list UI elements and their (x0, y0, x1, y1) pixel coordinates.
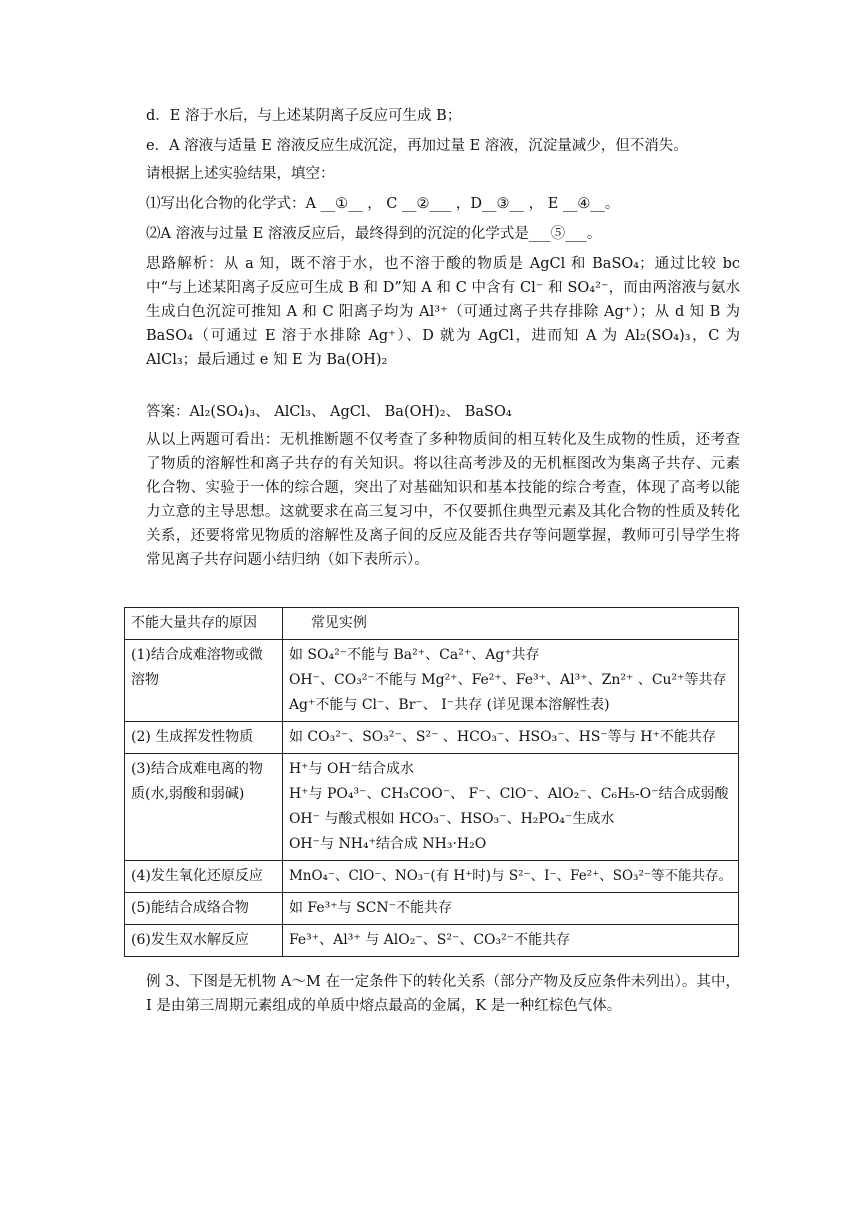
example-line: H⁺与 PO₄³⁻、CH₃COO⁻、 F⁻、ClO⁻、AlO₂⁻、C₆H₅-O⁻结合成弱酸 (288, 786, 729, 802)
table-row (125, 893, 739, 925)
header-examples: 常见实例 (282, 608, 738, 640)
table-row (125, 754, 739, 861)
examples-cell (282, 640, 738, 722)
summary-paragraph (124, 428, 740, 572)
reason-cell: (6)发生双水解反应 (125, 925, 283, 957)
fill-prompt: 请根据上述实验结果，填空： (146, 166, 335, 182)
example-3-paragraph (124, 970, 740, 1018)
analysis-paragraph (124, 252, 740, 372)
examples-cell (282, 925, 738, 957)
table-row (125, 925, 739, 957)
examples-cell (282, 893, 738, 925)
reason-cell: (1)结合成难溶物或微溶物 (125, 640, 283, 722)
question-1: ⑴写出化合物的化学式：A __①__ ， C __②___ ，D__③__ ， E __④__。 (146, 196, 620, 212)
example-line: OH⁻ 与酸式根如 HCO₃⁻、HSO₃⁻、H₂PO₄⁻生成水 (288, 811, 615, 827)
question-2: ⑵A 溶液与过量 E 溶液反应后，最终得到的沉淀的化学式是___⑤___。 (146, 226, 602, 242)
condition-e: e．A 溶液与适量 E 溶液反应生成沉淀，再加过量 E 溶液，沉淀量减少，但不消失。 (146, 138, 688, 154)
example-line: 如 Fe³⁺与 SCN⁻不能共存 (288, 900, 453, 916)
example-line: Fe³⁺、Al³⁺ 与 AlO₂⁻、S²⁻、CO₃²⁻不能共存 (288, 932, 571, 948)
analysis-text: 思路解析：从 a 知，既不溶于水，也不溶于酸的物质是 AgCl 和 BaSO₄；通过比较 bc 中“与上述某阳离子反应可生成 B 和 D”知 A 和 C 中含有 Cl⁻ 和 SO₄²⁻，而由两溶液与氨水生成白色沉淀可推知 A 和 C 阳离子均为 Al³⁺（可通过离子共存排除 Ag⁺）；从 d 知 B 为 BaSO₄（可通过 E 溶于水排除 Ag⁺）、D 就为 AgCl，进而知 A 为 Al₂(SO₄)₃，C 为 AlCl₃；最后通过 e 知 E 为 Ba(OH)₂ (146, 256, 740, 368)
table-row (125, 722, 739, 754)
example-line: 如 SO₄²⁻不能与 Ba²⁺、Ca²⁺、Ag⁺共存 (288, 647, 540, 663)
examples-cell (282, 722, 738, 754)
answer-line: 答案：Al₂(SO₄)₃、 AlCl₃、 AgCl、 Ba(OH)₂、 BaSO₄ (146, 404, 512, 420)
condition-d: d．E 溶于水后，与上述某阴离子反应可生成 B； (146, 108, 462, 124)
example-line: H⁺与 OH⁻结合成水 (288, 761, 415, 777)
example-3-text: 例 3、下图是无机物 A～M 在一定条件下的转化关系（部分产物及反应条件未列出）。其中，I 是由第三周期元素组成的单质中熔点最高的金属，K 是一种红棕色气体。 (146, 974, 740, 1014)
examples-cell (282, 754, 738, 861)
header-reason: 不能大量共存的原因 (125, 608, 283, 640)
table-row (125, 640, 739, 722)
example-line: 如 CO₃²⁻、SO₃²⁻、S²⁻ 、HCO₃⁻、HSO₃⁻、HS⁻等与 H⁺不能共存 (288, 729, 716, 745)
reason-cell: (3)结合成难电离的物质(水,弱酸和弱碱) (125, 754, 283, 861)
summary-text: 从以上两题可看出：无机推断题不仅考查了多种物质间的相互转化及生成物的性质，还考查了物质的溶解性和离子共存的有关知识。将以往高考涉及的无机框图改为集离子共存、元素化合物、实验于一体的综合题，突出了对基础知识和基本技能的综合考查，体现了高考以能力立意的主导思想。这就要求在高三复习中，不仅要抓住典型元素及其化合物的性质及转化关系，还要将常见物质的溶解性及离子间的反应及能否共存等问题掌握，教师可引导学生将常见离子共存问题小结归纳（如下表所示）。 (146, 432, 740, 568)
example-line: Ag⁺不能与 Cl⁻、Br⁻、 I⁻共存 (详见课本溶解性表) (288, 697, 610, 713)
reason-cell: (4)发生氧化还原反应 (125, 861, 283, 893)
ion-coexistence-table (124, 607, 739, 957)
example-line: OH⁻、CO₃²⁻不能与 Mg²⁺、Fe²⁺、Fe³⁺、Al³⁺、Zn²⁺ 、Cu²⁺等共存 (288, 672, 727, 688)
example-line: MnO₄⁻、ClO⁻、NO₃⁻(有 H⁺时)与 S²⁻、I⁻、Fe²⁺、SO₃²⁻等不能共存。 (288, 868, 732, 884)
examples-cell (282, 861, 738, 893)
table-header-row (125, 608, 739, 640)
reason-cell: (5)能结合成络合物 (125, 893, 283, 925)
table-row (125, 861, 739, 893)
example-line: OH⁻与 NH₄⁺结合成 NH₃·H₂O (288, 836, 487, 852)
reason-cell: (2) 生成挥发性物质 (125, 722, 283, 754)
